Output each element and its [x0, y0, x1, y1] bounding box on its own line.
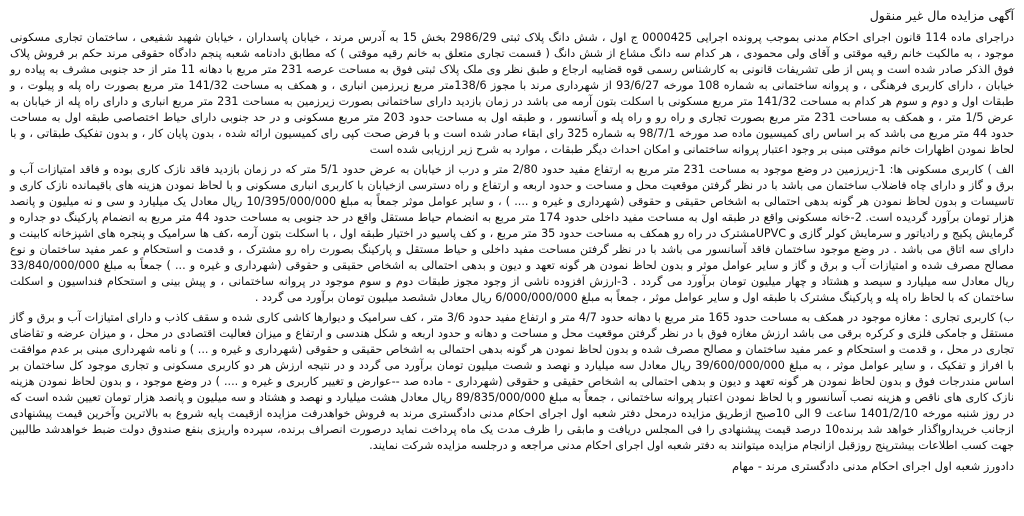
signature-line: دادورز شعبه اول اجرای احکام مدنی دادگستری مرند - مهام	[732, 459, 1014, 473]
document-title: آگهی مزایده مال غیر منقول	[869, 8, 1014, 23]
paragraph-residential: الف ) کاربری مسکونی ها: 1-زیرزمین در وضع موجود به مساحت 231 متر مربع به ارتفاع مفید حدود 2/80 متر و درب از خیابان به عرض حدود 5/1 متر که در زمان بازدید فاقد نازک کاری بوده و فاقد امتیازات آب و برق و گاز و دارای چاه فاضلاب ساختمان می باشد با در نظر گرفتن موقعیت محل و مساحت و حدود اربعه و ارتفاع و راه دسترسی ازخیابان با کاربری انباری مسکونی و با لحاظ نمودن هزینه های باقیمانده نازک کاری و تاسیسات و بدون لحاظ نمودن هر گونه بدهی احتمالی به اشخاص حقیقی و حقوقی (شهرداری و غیره و .... ) ، و سایر عوامل موثر جمعاً به مبلغ 10/395/000/000 ریال معادل یک میلیارد و سی و نه میلیون و پانصد هزار تومان برآورد گردیده است. 2-خانه مسکونی واقع در طبقه اول به مساحت مفید داخلی حدود 174 متر مربع به انضمام حیاط مستقل واقع در حد جنوبی به مساحت حدود 44 متر مربع به انضمام پارکینگ دو جداره و گرمایش پکیج و رادیاتور و سرمایش کولر گازی و UPVCمشترک در راه رو همکف به مساحت حدود 35 متر مربع ، و کف پاسیو در اختیار طبقه اول ، با اسکلت بتون آرمه ،کف ها سرامیک و پنجره های اشپزخانه کابینت و دارای سه اتاق می باشد . در وضع موجود ساختمان فاقد آسانسور می باشد با در نظر گرفتن مساحت مفید داخلی و حیاط مستقل و پارکینگ بصورت راه رو مشترک ، و قدمت و استحکام و عمر مفید ساختمان و نوع مصالح مصرف شده و امتیازات آب و برق و گاز و سایر عوامل موثر و بدون لحاظ نمودن هر گونه تعهد و دیون و بدهی احتمالی به اشخاص حقیقی و حقوقی (شهرداری و غیره و ... ) جمعاً به مبلغ 33/840/000/000 ریال معادل سه میلیارد و سیصد و هشتاد و چهار میلیون تومان برآورد می گردد . 3-ارزش افزوده ناشی از وجود مجوز طبقات دوم و سوم موجود در پروانه ساختمانی ، و پیش بینی و استحکام فنداسیون و اسکلت ساختمان که با لحاظ راه پله و پارکینگ مشترک با طبقه اول و سایر عوامل موثر ، جمعاً به مبلغ 6/000/000/000 ریال معادل ششصد میلیون تومان برآورد می گردد .	[10, 163, 1014, 304]
paragraph-commercial: ب) کاربری تجاری : مغازه موجود در همکف به مساحت حدود 165 متر مربع با دهانه حدود 4/7 متر و ارتفاع مفید حدود 3/6 متر ، کف سرامیک و دیوارها کاشی کاری شده و سقف کاذب و دارای امتیازات آب و برق و گاز مستقل و جامکی فلزی و کرکره برقی می باشد ارزش مغازه فوق با در نظر گرفتن موقعیت محل و مساحت و دهانه و حدود اربعه و شکل هندسی و ارتفاع و میزان فعالیت اقتصادی در محل ، و میزان عرضه و تقاضای تجاری در محل ، و قدمت و استحکام و عمر مفید ساختمان و مصالح مصرف شده و بدون لحاظ نمودن هر گونه بدهی احتمالی به اشخاص حقیقی و حقوقی (شهرداری و غیره و ... ) و نامه شهرداری مبنی بر عدم موافقت با افراز و تفکیک ، و سایر عوامل موثر ، به مبلغ 39/600/000/000 ریال معادل سه میلیارد و نهصد و شصت میلیون تومان برآورد می گردد و در نتیجه ارزش هر دو کاربری مسکونی و تجاری موجود کل ساختمان بر اساس مندرجات فوق و بدون لحاظ نمودن هر گونه تعهد و دیون و بدهی احتمالی به اشخاص حقیقی و حقوقی (شهرداری - ماده صد --عوارض و تغییر کاربری و غیره و .... ) در وضع موجود ، و بدون لحاظ نمودن هزینه نازک کاری های ناقص و هزینه نصب آسانسور و با لحاظ نمودن اعتبار پروانه ساختمانی ، جمعاً به مبلغ 89/835/000/000 ریال معادل هشت میلیارد و نهصد و هشتاد و سه میلیون و پانصد هزار تومان تعیین شده است که در روز شنبه مورخه 1401/2/10 ساعت 9 الی 10صبح ازطریق مزایده درمحل دفتر شعبه اول اجرای احکام مدنی دادگستری مرند به فروش خواهدرفت مزایده ازقیمت پایه شروع به بالاترین وآخرین قیمت پیشنهادی ازجانب خریدارواگذار خواهد شد برنده10 درصد قیمت پیشنهادی را فی المجلس دریافت و مابقی را ظرف مدت یک ماه پرداخت نماید درصورت انصراف برنده، سپرده واریزی بنفع صندوق دولت ضبط خواهدشد طالبین جهت کسب اطلاعات بیشترپنج روزقبل ازانجام مزایده میتوانند به دفتر شعبه اول اجرای احکام مدنی مراجعه و درجلسه مزایده شرکت نمایند.	[10, 311, 1014, 452]
paragraph-intro: دراجرای ماده 114 قانون اجرای احکام مدنی بموجب پرونده اجرایی 0000425 ج اول ، شش دانگ پلاک ثبتی 2986/29 بخش 15 به آدرس مرند ، خیابان پاسداران ، خیابان شهید شفیعی ، ساختمان تجاری مسکونی موجود ، به مالکیت خانم رقیه موقتی و آقای ولی محمودی ، هر کدام سه دانگ مشاع از شش دانگ ( قسمت تجاری متعلق به خانم رقیه موقتی ) که مطابق دادنامه شعبه پنجم دادگاه حقوقی مرند حکم بر فروش پلاک فوق الذکر صادر شده است و پس از طی تشریفات قانونی به کارشناس رسمی قوه قضاییه ارجاع و طبق نظر وی ملک پلاک ثبتی فوق به مساحت عرصه 231 متر مربع با دهانه 11 متر از حد جنوبی مشرف به پیاده رو خیابان ، دارای کاربری فرهنگی ، و پروانه ساختمانی به شماره 108 مورخه 93/6/27 از شهرداری مرند با مجوز 138/6متر مربع زیرزمین انباری ، و همکف به مساحت 141/32 متر مربع بصورت راه پله و پیلوت ، و طبقات اول و دوم و سوم هر کدام به مساحت 141/32 متر مربع مسکونی با اسکلت بتون آرمه می باشد در زمان بازدید دارای ساختمانی بصورت زیرزمین به مساحت 231 متر مربع انباری و دارای راه پله از خیابان به عرض 1/5 متر ، و همکف به مساحت 231 متر مربع بصورت تجاری و راه رو و راه پله و آسانسور ، و طبقه اول به مساحت حدود 203 متر مربع مسکونی و در حد جنوبی دارای حیاط اختصاصی طبقه اول به مساحت حدود 44 متر مربع می باشد که بر اساس رای کمیسیون ماده صد مورخه 98/7/1 به شماره 325 رای ابقاء صادر شده است و با فرض صحت کپی رای کمیسیون ارائه شده ، بدون پایان کار ، و بدون تفکیک طبقاتی ، و با لحاظ نمودن اظهارات خانم موقتی مبنی بر وجود اعتبار پروانه ساختمانی و امکان احداث دیگر طبقات ، موارد به شرح زیر ارزیابی شده است	[10, 31, 1015, 156]
